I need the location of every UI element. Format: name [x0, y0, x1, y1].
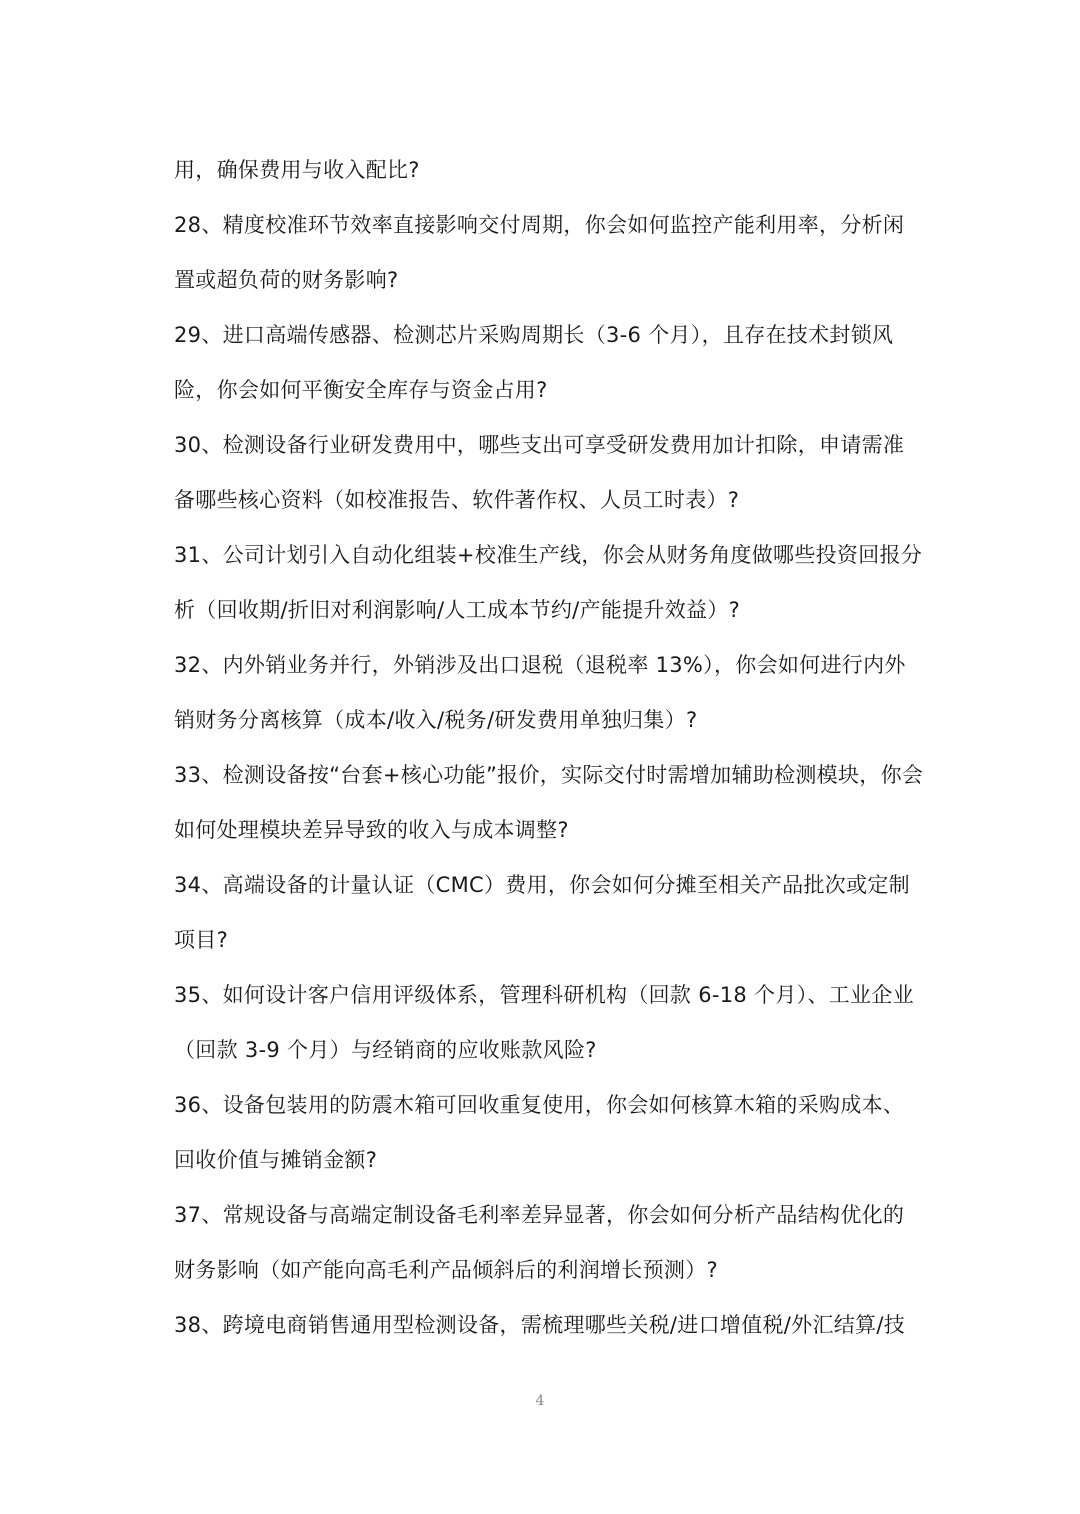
text-line: 29、进口高端传感器、检测芯片采购周期长（3-6 个月），且存在技术封锁风: [174, 323, 894, 347]
text-line: 险，你会如何平衡安全库存与资金占用?: [174, 378, 548, 402]
text-line: 31、公司计划引入自动化组装+校准生产线，你会从财务角度做哪些投资回报分: [174, 543, 923, 567]
text-line: 如何处理模块差异导致的收入与成本调整?: [174, 818, 569, 842]
text-line: 用，确保费用与收入配比?: [174, 158, 420, 182]
text-line: 38、跨境电商销售通用型检测设备，需梳理哪些关税/进口增值税/外汇结算/技: [174, 1313, 906, 1337]
text-line: 28、精度校准环节效率直接影响交付周期，你会如何监控产能利用率，分析闲: [174, 213, 905, 237]
text-line: 项目?: [174, 928, 229, 952]
text-line: 财务影响（如产能向高毛利产品倾斜后的利润增长预测）?: [174, 1258, 718, 1282]
text-line: 32、内外销业务并行，外销涉及出口退税（退税率 13%），你会如何进行内外: [174, 653, 906, 677]
text-line: 37、常规设备与高端定制设备毛利率差异显著，你会如何分析产品结构优化的: [174, 1203, 905, 1227]
text-line: 置或超负荷的财务影响?: [174, 268, 399, 292]
text-line: 回收价值与摊销金额?: [174, 1148, 378, 1172]
text-line: 36、设备包装用的防震木箱可回收重复使用，你会如何核算木箱的采购成本、: [174, 1093, 905, 1117]
text-line: 30、检测设备行业研发费用中，哪些支出可享受研发费用加计扣除，申请需准: [174, 433, 905, 457]
text-line: 34、高端设备的计量认证（CMC）费用，你会如何分摊至相关产品批次或定制: [174, 873, 910, 897]
text-line: 备哪些核心资料（如校准报告、软件著作权、人员工时表）?: [174, 488, 740, 512]
page-number: 4: [535, 1393, 545, 1409]
text-line: （回款 3-9 个月）与经销商的应收账款风险?: [174, 1038, 597, 1062]
text-line: 销财务分离核算（成本/收入/税务/研发费用单独归集）?: [174, 708, 698, 732]
text-line: 析（回收期/折旧对利润影响/人工成本节约/产能提升效益）?: [174, 598, 741, 622]
text-line: 35、如何设计客户信用评级体系，管理科研机构（回款 6-18 个月）、工业企业: [174, 983, 914, 1007]
text-line: 33、检测设备按“台套+核心功能”报价，实际交付时需增加辅助检测模块，你会: [174, 763, 924, 787]
